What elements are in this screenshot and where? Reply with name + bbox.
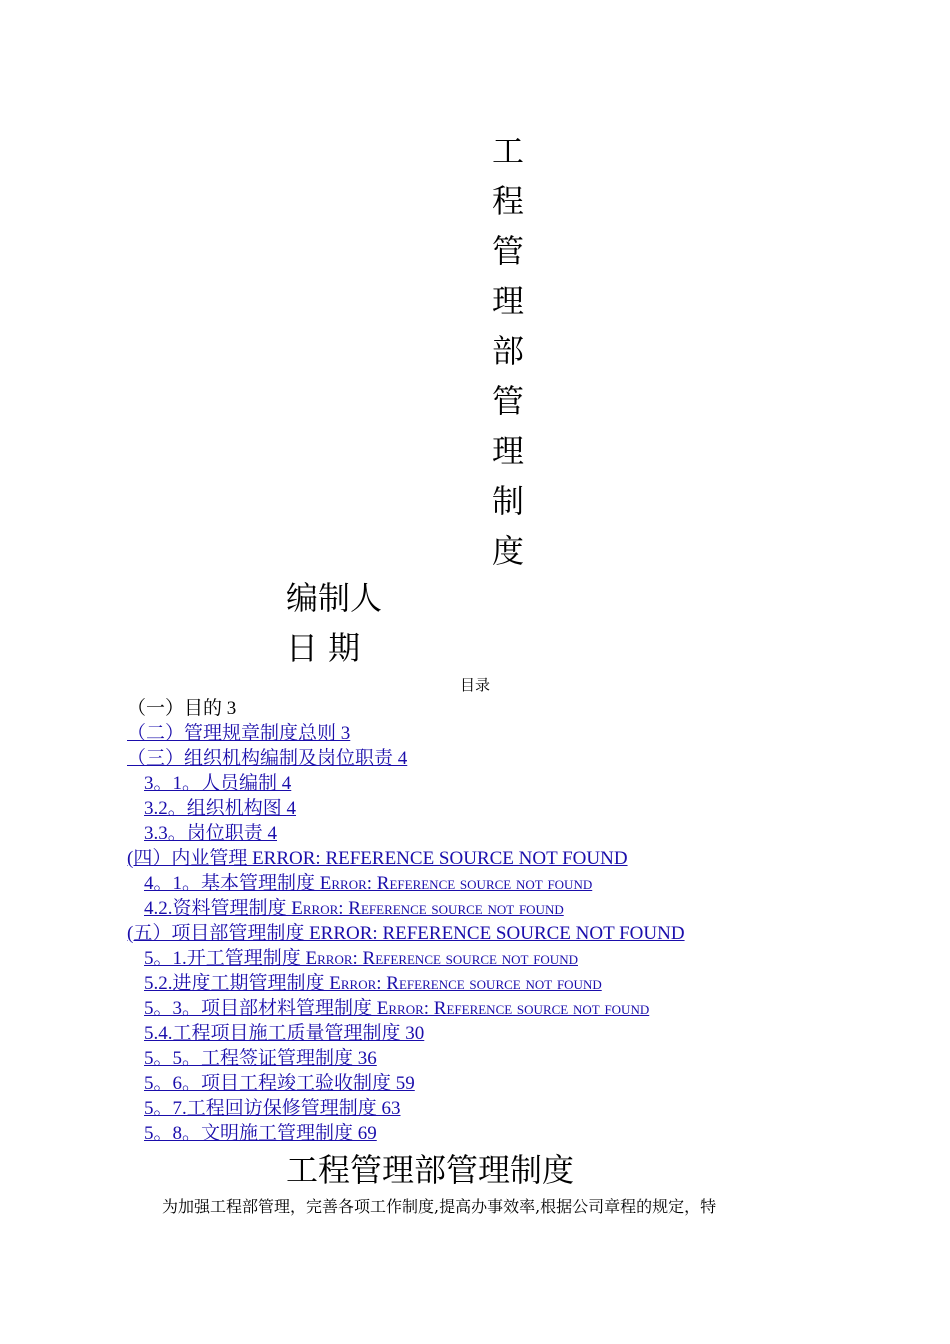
toc-link[interactable]: 3.2。组织机构图 4 (144, 798, 297, 819)
toc-entry[interactable] (127, 971, 827, 996)
title-char: 理 (491, 282, 524, 320)
toc-link[interactable]: (五）项目部管理制度 ERROR: REFERENCE SOURCE NOT FOUND (127, 923, 685, 944)
toc-entry[interactable] (127, 821, 827, 846)
toc-link[interactable]: （三）组织机构编制及岗位职责 4 (127, 748, 408, 769)
title-char: 度 (491, 532, 524, 570)
table-of-contents (127, 696, 827, 1146)
toc-entry[interactable] (127, 1046, 827, 1071)
toc-entry[interactable] (127, 921, 827, 946)
toc-link[interactable]: 5。5。工程签证管理制度 36 (144, 1048, 377, 1069)
toc-link[interactable]: 5.2.进度工期管理制度 Error: Reference source not found (144, 973, 602, 994)
toc-link[interactable]: 5。3。项目部材料管理制度 Error: Reference source not found (144, 998, 650, 1019)
toc-entry[interactable] (127, 846, 827, 871)
toc-entry[interactable] (127, 1071, 827, 1096)
toc-entry[interactable] (127, 871, 827, 896)
toc-link[interactable]: 3。1。人员编制 4 (144, 773, 292, 794)
toc-link[interactable]: (四）内业管理 ERROR: REFERENCE SOURCE NOT FOUND (127, 848, 628, 869)
toc-entry[interactable] (127, 1096, 827, 1121)
toc-entry[interactable] (127, 771, 827, 796)
vertical-cover-title (486, 126, 530, 576)
toc-entry[interactable] (127, 946, 827, 971)
section-title: 工程管理部管理制度 (286, 1151, 575, 1189)
title-char: 管 (491, 232, 524, 270)
toc-link[interactable]: 3.3。岗位职责 4 (144, 823, 278, 844)
title-char: 制 (491, 482, 524, 520)
toc-link[interactable]: 4.2.资料管理制度 Error: Reference source not found (144, 898, 564, 919)
toc-entry[interactable] (127, 896, 827, 921)
title-char: 部 (491, 332, 524, 370)
toc-link[interactable]: 5。8。文明施工管理制度 69 (144, 1123, 377, 1144)
toc-link[interactable]: 5。6。项目工程竣工验收制度 59 (144, 1073, 415, 1094)
toc-entry (127, 696, 827, 721)
date-label: 日 期 (286, 629, 361, 667)
toc-entry[interactable] (127, 1021, 827, 1046)
intro-paragraph: 为加强工程部管理，完善各项工作制度,提高办事效率,根据公司章程的规定，特 (162, 1197, 717, 1216)
toc-text: （一）目的 3 (127, 698, 237, 719)
toc-link[interactable]: 5.4.工程项目施工质量管理制度 30 (144, 1023, 425, 1044)
toc-entry[interactable] (127, 721, 827, 746)
toc-entry[interactable] (127, 746, 827, 771)
title-char: 管 (491, 382, 524, 420)
toc-link[interactable]: 4。1。基本管理制度 Error: Reference source not found (144, 873, 593, 894)
toc-entry[interactable] (127, 1121, 827, 1146)
toc-entry[interactable] (127, 796, 827, 821)
toc-heading: 目录 (459, 676, 490, 694)
toc-link[interactable]: 5。1.开工管理制度 Error: Reference source not found (144, 948, 578, 969)
toc-link[interactable]: （二）管理规章制度总则 3 (127, 723, 351, 744)
title-char: 程 (491, 182, 524, 220)
title-char: 理 (491, 432, 524, 470)
author-label: 编制人 (286, 579, 383, 617)
toc-link[interactable]: 5。7.工程回访保修管理制度 63 (144, 1098, 401, 1119)
title-char: 工 (491, 132, 524, 170)
toc-entry[interactable] (127, 996, 827, 1021)
